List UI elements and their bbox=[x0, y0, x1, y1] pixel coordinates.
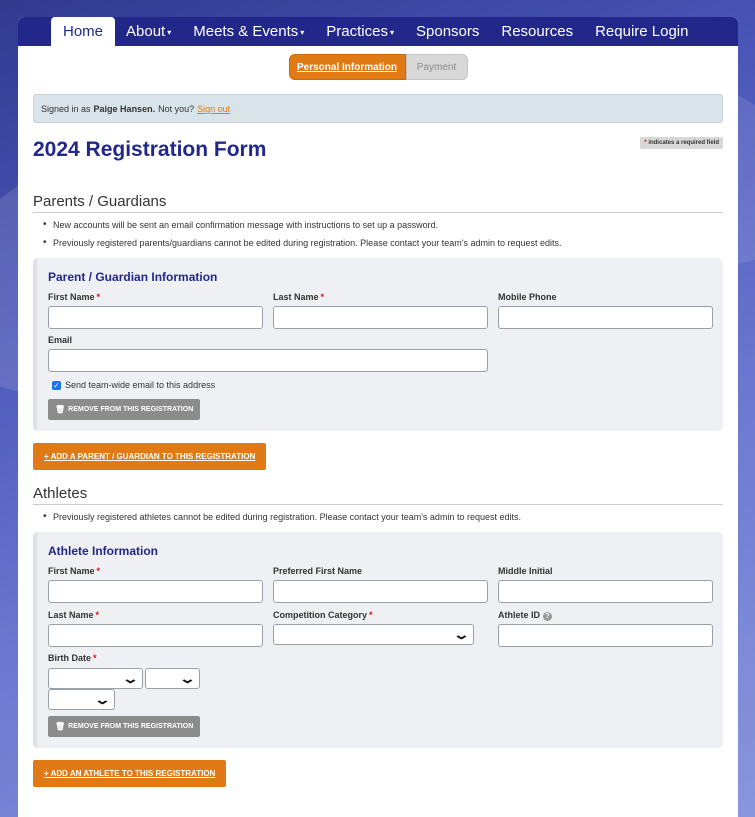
athlete-first-name-input[interactable] bbox=[48, 580, 263, 603]
required-star: * bbox=[320, 292, 325, 302]
team-email-checkbox-label: Send team-wide email to this address bbox=[65, 380, 216, 390]
step-payment: Payment bbox=[406, 54, 468, 80]
required-star: * bbox=[644, 140, 647, 146]
label-text: Last Name bbox=[48, 610, 94, 620]
field-label bbox=[48, 653, 97, 663]
help-icon[interactable]: ? bbox=[543, 612, 552, 621]
required-star: * bbox=[95, 610, 100, 620]
add-athlete-button[interactable]: + ADD AN ATHLETE TO THIS REGISTRATION bbox=[33, 760, 226, 787]
parents-notes bbox=[43, 220, 723, 248]
nav-item-sponsors[interactable] bbox=[405, 17, 490, 46]
field-label: Email bbox=[48, 335, 73, 345]
registration-steps bbox=[18, 54, 738, 80]
required-star: * bbox=[93, 653, 97, 663]
remove-parent-button[interactable] bbox=[48, 399, 200, 420]
athlete-panel bbox=[33, 532, 723, 748]
trash-icon: 🗑 bbox=[55, 405, 66, 414]
caret-down-icon: ▾ bbox=[167, 28, 172, 37]
required-star: * bbox=[96, 292, 101, 302]
chevron-down-icon: ⌄ bbox=[121, 670, 140, 686]
field-label bbox=[273, 610, 373, 620]
label-text: Competition Category bbox=[273, 610, 368, 620]
signin-prefix: Signed in as bbox=[41, 103, 91, 114]
nav-label: Meets & Events bbox=[193, 23, 299, 40]
page-container bbox=[18, 17, 738, 817]
nav-item-require-login[interactable] bbox=[584, 17, 699, 46]
field-label: Mobile Phone bbox=[498, 292, 557, 302]
field-label: Preferred First Name bbox=[273, 566, 363, 576]
title-row bbox=[33, 135, 723, 169]
main-nav bbox=[18, 17, 738, 46]
add-athlete-row bbox=[33, 760, 723, 800]
athlete-preferred-name-input[interactable] bbox=[273, 580, 488, 603]
chevron-down-icon: ⌄ bbox=[178, 670, 197, 686]
chevron-down-icon: ⌄ bbox=[93, 691, 112, 707]
athletes-notes bbox=[43, 512, 723, 522]
field-label bbox=[48, 566, 100, 576]
nav-label: Practices bbox=[326, 23, 388, 40]
nav-item-practices[interactable] bbox=[315, 17, 405, 46]
nav-label: Home bbox=[63, 23, 104, 40]
nav-item-meets-events[interactable] bbox=[182, 17, 315, 46]
step-personal-information[interactable]: Personal Information bbox=[289, 54, 406, 80]
nav-label: Sponsors bbox=[416, 23, 480, 40]
label-text: First Name bbox=[48, 566, 95, 576]
competition-category-select[interactable] bbox=[273, 624, 474, 645]
panel-title: Parent / Guardian Information bbox=[48, 270, 218, 284]
signin-banner bbox=[33, 94, 723, 123]
nav-label: About bbox=[126, 23, 166, 40]
label-text: Birth Date bbox=[48, 653, 92, 663]
button-label: REMOVE FROM THIS REGISTRATION bbox=[68, 723, 194, 730]
sign-out-link[interactable]: Sign out bbox=[197, 103, 231, 114]
label-text: Last Name bbox=[273, 292, 319, 302]
nav-item-resources[interactable] bbox=[490, 17, 584, 46]
field-label bbox=[48, 610, 99, 620]
add-parent-row bbox=[33, 443, 723, 483]
parent-last-name-input[interactable] bbox=[273, 306, 488, 329]
chevron-down-icon: ⌄ bbox=[452, 626, 471, 642]
required-star: * bbox=[369, 610, 373, 620]
athlete-id-input[interactable] bbox=[498, 624, 713, 647]
parent-mobile-phone-input[interactable] bbox=[498, 306, 713, 329]
button-label: REMOVE FROM THIS REGISTRATION bbox=[68, 406, 194, 413]
athlete-middle-initial-input[interactable] bbox=[498, 580, 713, 603]
field-label bbox=[48, 292, 100, 302]
page-title: 2024 Registration Form bbox=[33, 138, 267, 161]
field-label: Middle Initial bbox=[498, 566, 553, 576]
parent-email-input[interactable] bbox=[48, 349, 488, 372]
birth-month-select[interactable] bbox=[48, 668, 143, 689]
field-label bbox=[273, 292, 324, 302]
athlete-last-name-input[interactable] bbox=[48, 624, 263, 647]
section-title-athletes: Athletes bbox=[33, 485, 723, 505]
signin-question: Not you? bbox=[158, 103, 195, 114]
field-label bbox=[498, 610, 552, 621]
required-star: * bbox=[96, 566, 101, 576]
label-text: Athlete ID bbox=[498, 610, 541, 620]
panel-title: Athlete Information bbox=[48, 544, 158, 558]
signed-in-user: Paige Hansen. bbox=[93, 103, 156, 114]
nav-item-about[interactable] bbox=[115, 17, 182, 46]
birth-day-select[interactable] bbox=[145, 668, 200, 689]
section-title-parents: Parents / Guardians bbox=[33, 193, 723, 213]
caret-down-icon: ▾ bbox=[389, 28, 394, 37]
trash-icon: 🗑 bbox=[55, 722, 66, 731]
team-email-checkbox[interactable]: ✓ bbox=[53, 381, 60, 390]
nav-label: Resources bbox=[501, 23, 574, 40]
parent-guardian-panel bbox=[33, 258, 723, 431]
birth-year-select[interactable] bbox=[48, 689, 115, 710]
list-item: • Previously registered athletes cannot be edited during registration. Please contact your team's admin to request edits. bbox=[43, 512, 723, 522]
nav-label: Require Login bbox=[595, 23, 689, 40]
required-note bbox=[640, 137, 723, 149]
add-parent-button[interactable]: + ADD A PARENT / GUARDIAN TO THIS REGISTRATION bbox=[33, 443, 266, 470]
list-item: • Previously registered parents/guardians cannot be edited during registration. Please contact your team's admin to request edits. bbox=[43, 238, 723, 248]
caret-down-icon: ▾ bbox=[300, 28, 305, 37]
parent-first-name-input[interactable] bbox=[48, 306, 263, 329]
remove-athlete-button[interactable] bbox=[48, 716, 200, 737]
label-text: First Name bbox=[48, 292, 95, 302]
list-item: • New accounts will be sent an email confirmation message with instructions to set up a password. bbox=[43, 220, 723, 230]
required-note-text: indicates a required field bbox=[648, 140, 719, 146]
nav-item-home[interactable] bbox=[51, 17, 115, 46]
